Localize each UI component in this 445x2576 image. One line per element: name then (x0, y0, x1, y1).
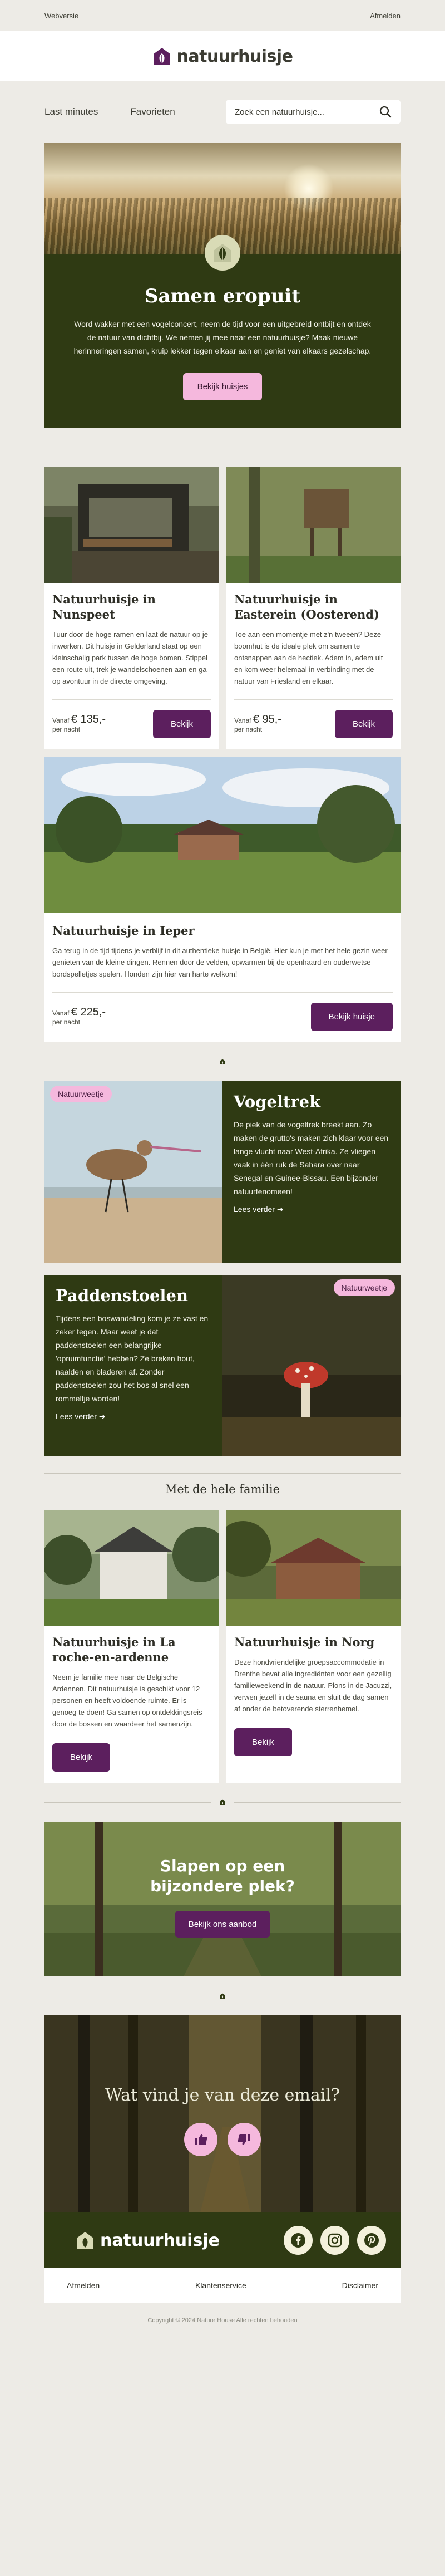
house-cards-row (44, 467, 400, 749)
banner-title: Slapen op een bijzondere plek? (150, 1857, 295, 1895)
instagram-icon (327, 2232, 343, 2248)
arrow-right-icon: ➔ (276, 1205, 284, 1214)
house-title: Natuurhuisje in La roche-en-ardenne (52, 1635, 176, 1664)
view-button[interactable]: Bekijk (52, 1743, 110, 1772)
house-card-easterein (226, 467, 400, 749)
house-description: Deze hondvriendelijke groepsaccommodatie in Drenthe bevat alle ingrediënten voor een gezellig familieweekend in de natuur. Plons in de Jacuzzi, verwen jezelf in de sauna en sluit de dag samen af onder de betoverende sterrenhemel. (234, 1658, 392, 1713)
pinterest-button[interactable] (357, 2226, 386, 2255)
mushroom-photo[interactable] (222, 1275, 400, 1456)
price-suffix: per nacht (234, 725, 263, 733)
family-card-norg (226, 1510, 400, 1783)
godwit-photo (44, 1081, 222, 1263)
view-button[interactable]: Bekijk (335, 710, 393, 738)
house-title: Natuurhuisje in Ieper (52, 924, 195, 938)
thumbs-down-icon (236, 2132, 252, 2147)
feedback-title: Wat vind je van deze email? (105, 2086, 340, 2105)
chalet-photo (44, 1510, 219, 1626)
footer-logo[interactable] (76, 2231, 220, 2250)
view-house-button[interactable]: Bekijk huisje (311, 1003, 393, 1031)
view-offer-button[interactable]: Bekijk ons aanbod (175, 1911, 270, 1938)
house-image-easterein[interactable] (226, 467, 400, 583)
footer-links (44, 2268, 400, 2303)
read-more-link[interactable] (56, 1412, 211, 1421)
feedback-section (44, 2015, 400, 2212)
house-image-ieper[interactable] (44, 757, 400, 913)
house-image-norg[interactable] (226, 1510, 400, 1626)
fact-text: Tijdens een boswandeling kom je ze vast en zeker tegen. Maar weet je dat paddenstoelen een belangrijke 'opruimfunctie' hebben? Ze breken hout, naalden en bladeren af. Zonder paddenstoelen zou het bos al snel een rommeltje worden! (56, 1314, 209, 1403)
house-card-ieper (44, 757, 400, 1042)
house-divider-icon (211, 1056, 234, 1068)
house-divider-icon (211, 1990, 234, 2002)
leaf-house-icon (211, 242, 234, 264)
thumbs-up-icon (193, 2132, 209, 2147)
card-divider (234, 699, 393, 700)
price-prefix: Vanaf (234, 716, 251, 724)
read-more-label: Lees verder (234, 1205, 275, 1214)
price-block (234, 715, 281, 734)
fact-tag: Natuurweetje (334, 1279, 395, 1296)
hero-section (44, 143, 400, 428)
house-description: Tuur door de hoge ramen en laat de natuur op je inwerken. Dit huisje in Gelderland staat op een kleinschalig park tussen de hoge bomen. Stippel een route uit, trek je wandelschoenen aan en ga op avontuur in de directe omgeving. (52, 630, 208, 685)
customer-service-link[interactable]: Klantenservice (195, 2281, 246, 2290)
section-separator (44, 1783, 400, 1822)
house-logo-icon (152, 47, 171, 66)
price-prefix: Vanaf (52, 1009, 70, 1017)
view-button[interactable]: Bekijk (234, 1728, 292, 1756)
pavilion-photo (44, 467, 219, 583)
house-title: Natuurhuisje in Norg (234, 1635, 375, 1649)
webversion-link[interactable]: Webversie (44, 11, 79, 20)
price-prefix: Vanaf (52, 716, 70, 724)
price-block (52, 715, 106, 734)
search-placeholder: Zoek een natuurhuisje... (235, 107, 324, 117)
toadstool-photo (222, 1275, 400, 1456)
footer-bar (44, 2212, 400, 2268)
price-value: € 95,- (253, 713, 281, 725)
house-title: Natuurhuisje in Easterein (Oosterend) (234, 592, 379, 621)
lodge-photo (226, 1510, 400, 1626)
price-suffix: per nacht (52, 725, 81, 733)
arrow-right-icon: ➔ (98, 1412, 106, 1421)
read-more-link[interactable] (234, 1205, 389, 1214)
house-image-la-roche[interactable] (44, 1510, 219, 1626)
fact-title: Paddenstoelen (56, 1286, 188, 1305)
view-button[interactable]: Bekijk (153, 710, 211, 738)
instagram-button[interactable] (320, 2226, 349, 2255)
search-icon[interactable] (379, 106, 392, 118)
family-title-text: Met de hele familie (165, 1483, 280, 1496)
house-divider-icon (211, 1796, 234, 1808)
fact-text: De piek van de vogeltrek breekt aan. Zo maken de grutto's maken zich klaar voor een lange vlucht naar West-Afrika. Ze vliegen vaak in één ruk de Sahara over naar Senegal en Guinee-Bissau. Een bijzonder natuurfenomeen! (234, 1120, 389, 1196)
pinterest-icon (364, 2232, 379, 2248)
top-bar (0, 0, 445, 31)
family-section-title (44, 1469, 400, 1510)
house-card-nunspeet (44, 467, 219, 749)
fact-vogeltrek (44, 1081, 400, 1263)
brand-logo[interactable] (152, 47, 293, 66)
fact-tag: Natuurweetje (50, 1086, 112, 1102)
bird-photo[interactable] (44, 1081, 222, 1263)
unsubscribe-link-top[interactable]: Afmelden (370, 11, 400, 20)
thumbs-down-button[interactable] (228, 2123, 261, 2156)
special-stay-banner (44, 1822, 400, 1976)
facebook-icon (290, 2232, 306, 2248)
copyright-text: Copyright © 2024 Nature House Alle rechten behouden (147, 2317, 298, 2324)
section-separator (44, 1976, 400, 2015)
house-logo-icon (76, 2231, 95, 2250)
facebook-button[interactable] (284, 2226, 313, 2255)
thumbs-up-button[interactable] (184, 2123, 217, 2156)
footer-brand-name: natuurhuisje (100, 2230, 220, 2250)
family-card-la-roche (44, 1510, 219, 1783)
card-divider (52, 699, 211, 700)
section-separator (44, 1042, 400, 1081)
logo-bar (0, 31, 445, 81)
main-nav (0, 81, 445, 143)
hero-badge (205, 235, 240, 271)
treehouse-photo (226, 467, 400, 583)
nav-item-favorites[interactable]: Favorieten (130, 106, 175, 117)
house-title: Natuurhuisje in Nunspeet (52, 592, 156, 621)
card-divider (52, 992, 393, 993)
house-description: Ga terug in de tijd tijdens je verblijf in dit authentieke huisje in België. Hier kun je met het hele gezin weer genieten van de kleine dingen. Rennen door de velden, opwarmen bij de openhaard en ouderwetse bordspelletjes spelen. Honden zijn hier van harte welkom! (52, 946, 388, 978)
family-cards-row (44, 1510, 400, 1783)
fact-paddenstoelen (44, 1275, 400, 1456)
price-value: € 225,- (71, 1005, 106, 1018)
search-input[interactable] (226, 100, 400, 124)
house-description: Toe aan een momentje met z'n tweeën? Deze boomhut is de ideale plek om samen te ontsnappen aan de hectiek. Adem in, adem uit en kom weer helemaal in verbinding met de natuur van Friesland en elkaar. (234, 630, 383, 685)
farmhouse-photo (44, 757, 400, 913)
read-more-label: Lees verder (56, 1412, 97, 1421)
price-value: € 135,- (71, 713, 106, 725)
fact-title: Vogeltrek (234, 1092, 321, 1111)
view-houses-button[interactable]: Bekijk huisjes (183, 373, 263, 400)
brand-name: natuurhuisje (176, 46, 293, 66)
nav-item-last-minutes[interactable]: Last minutes (44, 106, 98, 117)
price-block (52, 1005, 106, 1027)
price-suffix: per nacht (52, 1018, 81, 1026)
unsubscribe-link[interactable]: Afmelden (67, 2281, 100, 2290)
house-image-nunspeet[interactable] (44, 467, 219, 583)
hero-title: Samen eropuit (144, 285, 301, 307)
hero-text: Word wakker met een vogelconcert, neem de tijd voor een uitgebreid ontbijt en ontdek de natuur van dichtbij. We nemen jij mee naar een natuurhuisje? Maak nieuwe herinneringen samen, kruip lekker tegen elkaar aan en geniet van elkaars gezelschap. (73, 320, 372, 355)
house-description: Neem je familie mee naar de Belgische Ardennen. Dit natuurhuisje is geschikt voor 12 personen en heeft voldoende ruimte. Er is genoeg te doen! Ga samen op ontdekkingsreis door de bossen en waardeer het samenzijn. (52, 1673, 202, 1728)
disclaimer-link[interactable]: Disclaimer (342, 2281, 378, 2290)
